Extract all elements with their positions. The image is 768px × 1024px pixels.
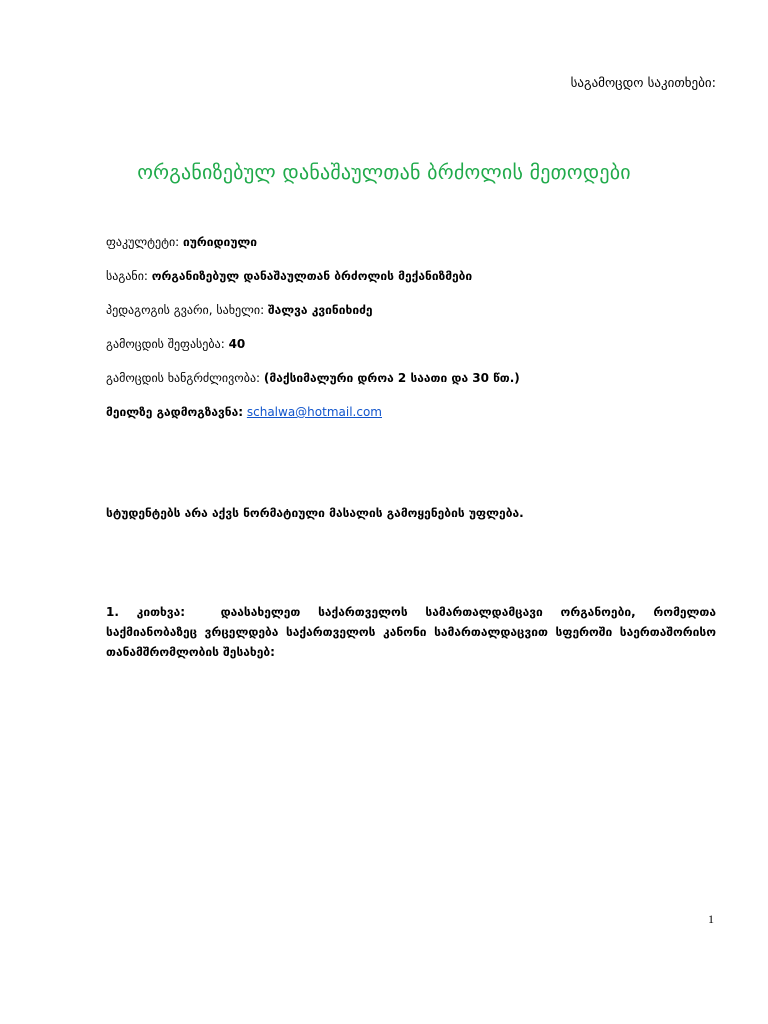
question-number: 1. კითხვა: <box>106 605 186 619</box>
score-label: გამოცდის შეფასება: <box>106 337 225 351</box>
duration-line <box>106 370 520 386</box>
email-link[interactable]: schalwa@hotmail.com <box>246 405 382 419</box>
notice-text: სტუდენტებს არა აქვს ნორმატიული მასალის გამოყენების უფლება. <box>106 506 524 520</box>
faculty-value: იურიდიული <box>183 235 258 249</box>
page-number: 1 <box>708 912 714 926</box>
faculty-label: ფაკულტეტი: <box>106 235 180 249</box>
question-block <box>106 602 716 662</box>
question-text: დაასახელეთ საქართველოს სამართალდამცავი ორგანოები, რომელთა საქმიანობაზეც ვრცელდება საქართველოს კანონი სამართალდაცვით სფეროში საერთაშორისო თანამშრომლობის შესახებ: <box>106 605 717 659</box>
faculty-line <box>106 234 257 250</box>
teacher-line <box>106 302 373 318</box>
email-line <box>106 404 382 420</box>
subject-line <box>106 268 472 284</box>
duration-label: გამოცდის ხანგრძლივობა: <box>106 371 261 385</box>
document-title: ორგანიზებულ დანაშაულთან ბრძოლის მეთოდები <box>137 160 631 184</box>
subject-value: ორგანიზებულ დანაშაულთან ბრძოლის მექანიზმები <box>151 269 473 283</box>
subject-label: საგანი: <box>106 269 148 283</box>
exam-questions-label: საგამოცდო საკითხები: <box>570 76 716 91</box>
duration-value: (მაქსიმალური დროა 2 საათი და 30 წთ.) <box>263 371 520 385</box>
score-line <box>106 336 245 352</box>
teacher-label: პედაგოგის გვარი, სახელი: <box>106 303 265 317</box>
score-value: 40 <box>228 337 246 351</box>
teacher-value: შალვა კვინიხიძე <box>267 303 373 317</box>
email-label: მეილზე გადმოგზავნა: <box>106 405 244 419</box>
